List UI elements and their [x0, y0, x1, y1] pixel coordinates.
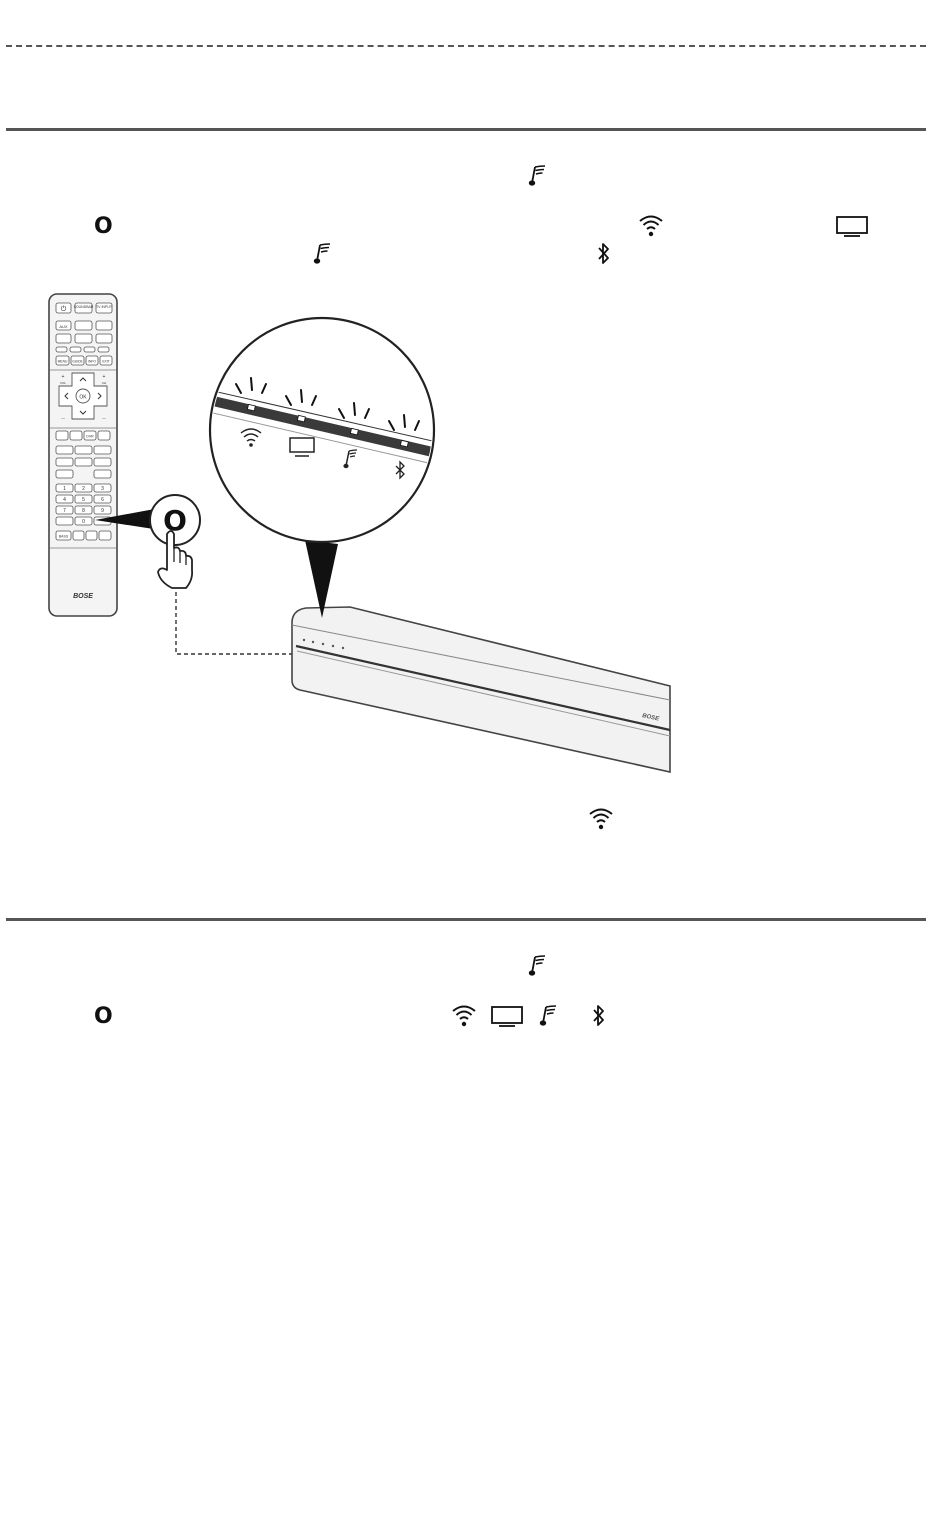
music-service-icon [527, 953, 549, 977]
remote-ch-plus: + [102, 374, 106, 380]
remote-ok-label: OK [79, 394, 87, 401]
remote-soundbar-label: SOUNDBAR [73, 305, 94, 309]
illustration [0, 280, 700, 780]
action-button-glyph: O [94, 1004, 113, 1029]
wifi-icon [451, 1003, 477, 1027]
remote-digit-5: 5 [82, 497, 85, 503]
tv-icon [491, 1006, 523, 1028]
remote-power-label: ⏻ [60, 306, 67, 313]
wifi-icon [588, 806, 614, 830]
remote-vol-minus: — [61, 415, 65, 420]
music-service-icon [538, 1003, 560, 1027]
soundbar-brand-logo: BOSE [641, 713, 660, 723]
section-rule-bottom [6, 918, 926, 921]
light-bar-magnifier [200, 318, 450, 542]
remote-ch-minus: — [102, 415, 106, 420]
music-service-icon [312, 241, 334, 265]
remote-guide-label: GUIDE [72, 359, 83, 364]
remote-ch-label: CH [101, 381, 107, 385]
action-button-glyph: O [94, 214, 113, 239]
remote-digit-3: 3 [101, 486, 104, 492]
remote-digit-1: 1 [63, 486, 66, 492]
soundbar [292, 607, 670, 772]
remote-digit-4: 4 [63, 497, 66, 503]
bluetooth-icon [591, 1003, 607, 1029]
remote-digit-8: 8 [82, 508, 85, 514]
remote-control [49, 294, 117, 616]
remote-vol-label: VOL [59, 381, 67, 385]
remote-info-label: INFO [88, 359, 96, 364]
bluetooth-icon [596, 241, 612, 267]
section-rule-top [6, 128, 926, 131]
remote-digit-2: 2 [82, 486, 85, 492]
remote-brand-logo: BOSE [73, 593, 93, 600]
remote-digit-9: 9 [101, 508, 104, 514]
remote-vol-plus: + [61, 374, 65, 380]
callout-action-glyph: O [163, 504, 187, 537]
remote-digit-6: 6 [101, 497, 104, 503]
remote-digit-0: 0 [82, 519, 85, 525]
action-button-callout [150, 495, 200, 545]
remote-exit-label: EXIT [102, 359, 110, 364]
remote-digit-7: 7 [63, 508, 66, 514]
remote-bass-label: BASS [58, 534, 69, 539]
remote-tvinput-label: TV INPUT [96, 305, 112, 309]
remote-dvr-label: DVR [86, 434, 94, 439]
remote-aux-label: AUX [59, 324, 68, 329]
tv-icon [836, 216, 868, 238]
magnifier-pointer [305, 540, 338, 618]
wifi-icon [638, 213, 664, 237]
music-service-icon [527, 163, 549, 187]
header-dashed-rule [6, 45, 926, 47]
remote-menu-label: MENU [57, 359, 68, 364]
